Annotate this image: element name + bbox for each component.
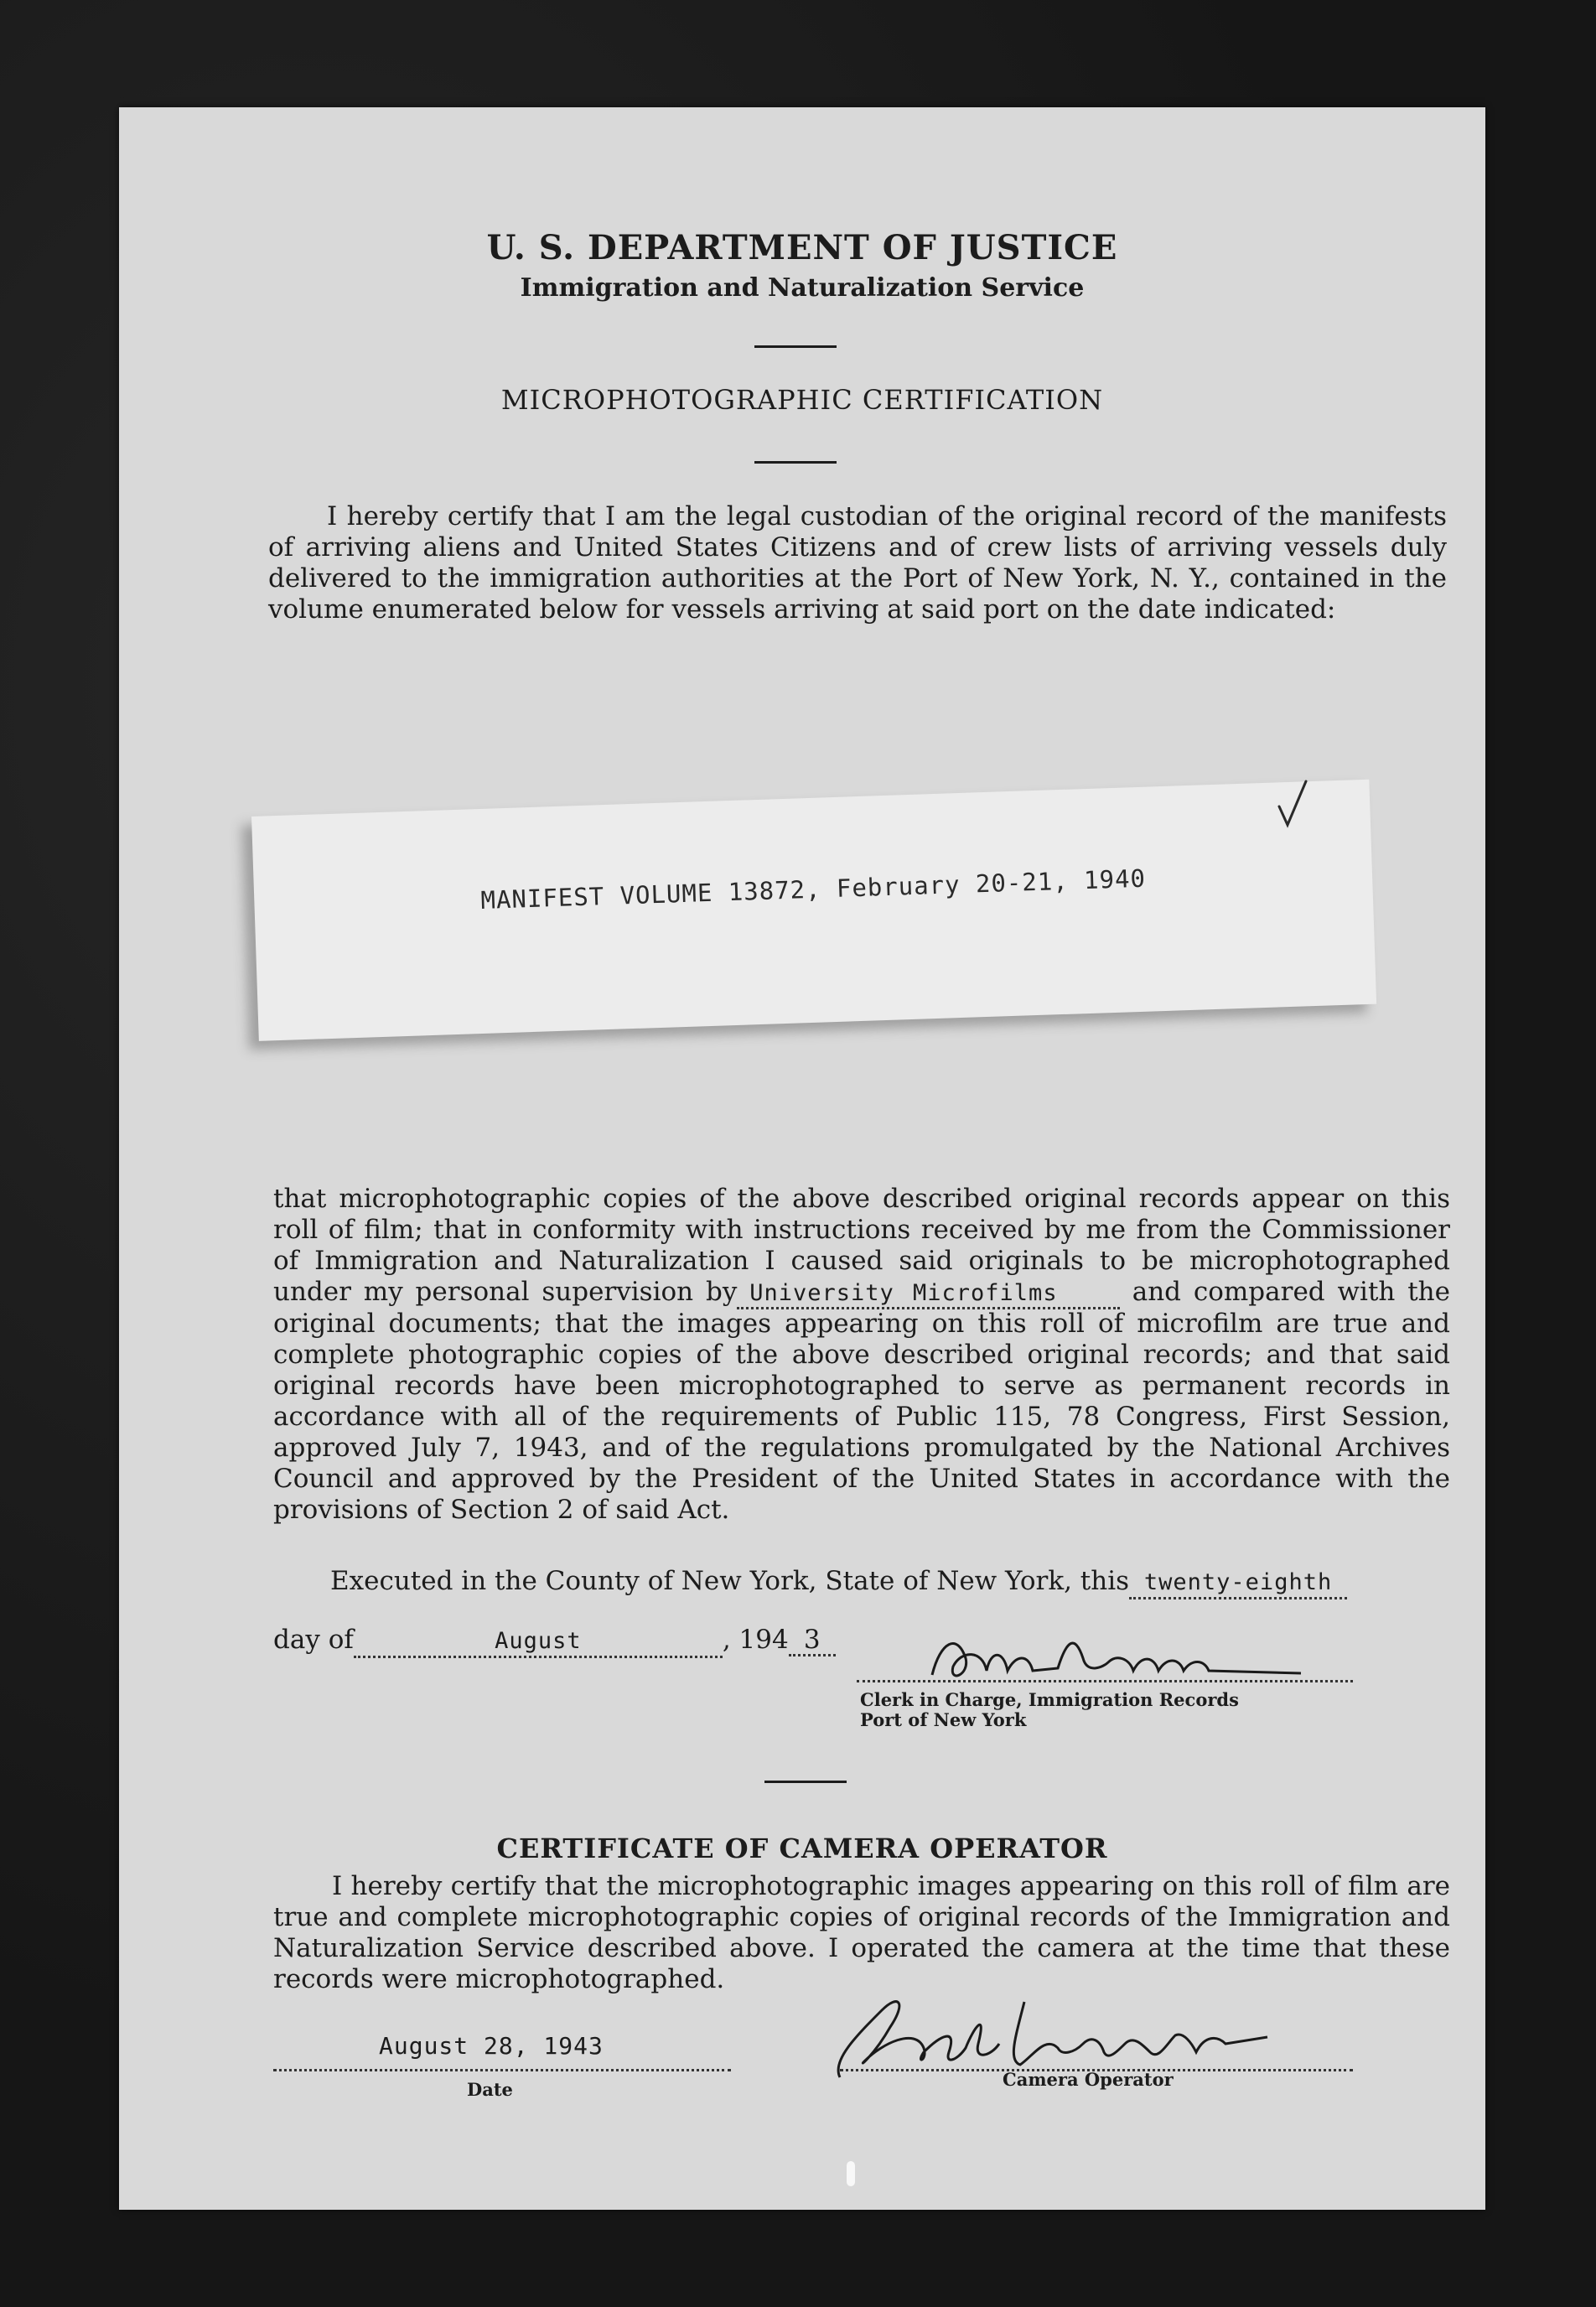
year-digit: 3 [803,1625,821,1655]
paragraph-part-2: and compared with the original documents; that the images appearing on this roll of microfilm are true and complete photographic copies of the above described original records; and that said original records have been microphotographed to serve as permanent records in accordance with all of the requirements of Public 115, 78 Congress, First Session, approved July 7, 1943, and of the regulations promulgated by the National Archives Council and approved by the President of the United States in accordance with the provisions of Section 2 of said Act. [273,1277,1450,1525]
executed-prefix: Executed in the County of New York, State of New York, this [330,1566,1130,1596]
clerk-title [860,1690,1239,1730]
divider [764,1781,847,1783]
department-heading: U. S. DEPARTMENT OF JUSTICE [486,228,1118,267]
year-prefix: , 194 [722,1625,789,1655]
filmed-by-value: University Microfilms [749,1280,1058,1306]
clerk-title-line-2: Port of New York [860,1709,1027,1730]
operator-signature-line [840,2035,1353,2071]
date-line [273,1625,836,1658]
film-speck [847,2161,855,2186]
day-of-label: day of [273,1625,354,1655]
manifest-slip [251,780,1376,1041]
clerk-title-line-1: Clerk in Charge, Immigration Records [860,1689,1239,1710]
microphotographic-copies-paragraph [273,1184,1450,1526]
clerk-signature-line [857,1680,1353,1682]
paragraph-part-1: that microphotographic copies of the above described original records appear on this roll of film; that in conformity with instructions received by me from the Commissioner of Immigration and Naturalization I caused said originals to be microphotographed under my personal supervision by [273,1184,1450,1307]
executed-line [330,1566,1347,1599]
custodian-paragraph: I hereby certify that I am the legal custodian of the original record of the manifests of arriving aliens and United States Citizens and of crew lists of arriving vessels duly delivered to the immigration authorities at the Port of New York, N. Y., contained in the volume enumerated below for vessels arriving at said port on the date indicated: [268,501,1447,625]
certificate-date-value: August 28, 1943 [379,2032,604,2060]
check-mark-icon [1276,778,1309,828]
month-value: August [495,1628,582,1654]
camera-operator-title: CERTIFICATE OF CAMERA OPERATOR [496,1833,1108,1864]
service-subheading: Immigration and Naturalization Service [520,273,1085,303]
certificate-document [119,107,1485,2210]
manifest-volume-text: MANIFEST VOLUME 13872, February 20-21, 1940 [480,863,1147,915]
date-label: Date [467,2079,513,2100]
camera-operator-paragraph: I hereby certify that the microphotographic images appearing on this roll of film are true and complete microphotographic copies of original records of the Immigration and Naturalization Service described above. I operated the camera at the time that these records were microphotographed. [273,1871,1450,1994]
certification-title: MICROPHOTOGRAPHIC CERTIFICATION [500,384,1104,416]
day-value: twenty-eighth [1143,1569,1333,1595]
divider [754,345,837,348]
divider [754,461,837,464]
camera-operator-label: Camera Operator [1003,2069,1174,2090]
